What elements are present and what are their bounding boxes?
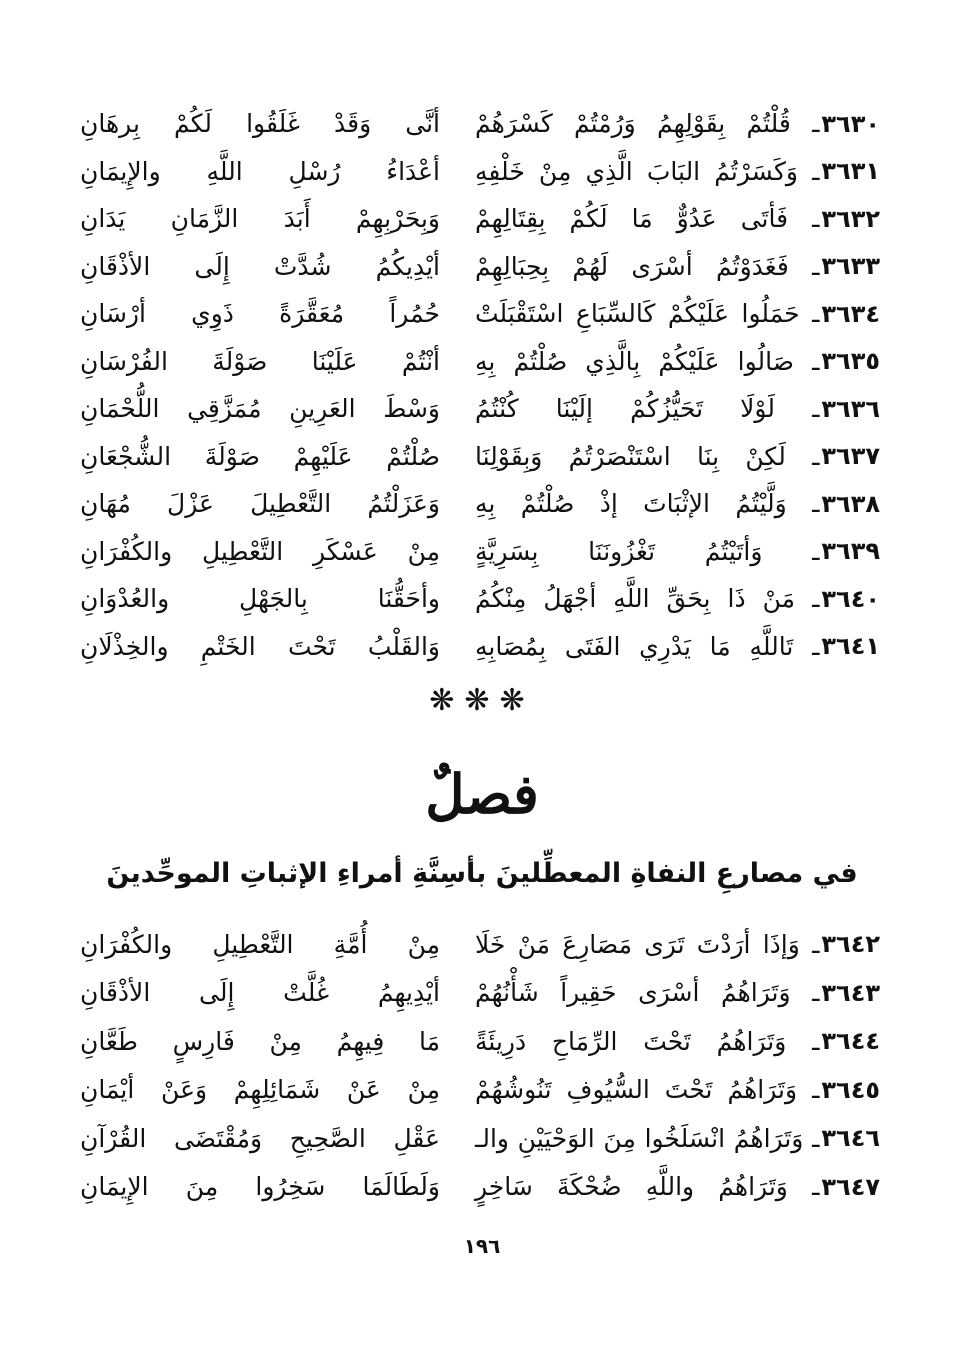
verse-second-hemistich: وَالقَلْبُ تَحْتَ الخَتْمِ والخِذْلَانِ: [80, 631, 440, 661]
verse-number: ٣٦٣٨: [821, 489, 880, 518]
verse-first-hemistich-text: ـ وَإذَا أرَدْتَ تَرَى مَصَارِعَ مَنْ خَلَا: [475, 929, 820, 959]
verse: [80, 1163, 880, 1212]
verse-second-hemistich: مِنْ عَسْكَرِ التَّعْطِيلِ والكُفْرَانِ: [80, 536, 440, 566]
verse: [80, 195, 880, 243]
verse-number: ٣٦٤٦: [821, 1124, 880, 1153]
verse-first-hemistich-text: ـ حَمَلُوا عَلَيْكُمْ كَالسِّبَاعِ اسْتَقْبَلَتْ: [475, 299, 820, 329]
verse: [80, 148, 880, 196]
verse-number: ٣٦٣٦: [821, 394, 880, 423]
verse-first-hemistich: [475, 109, 880, 139]
verse: [80, 623, 880, 671]
verse-number: ٣٦٣٤: [821, 299, 880, 328]
verse-first-hemistich-text: ـ فَأتَى عَدُوٌّ مَا لَكُمْ بِقِتَالِهِمْ: [475, 204, 820, 234]
verse-first-hemistich: [475, 1075, 880, 1105]
verse-second-hemistich: صُلْتُمْ عَلَيْهِمْ صَوْلَةَ الشُّجْعَانِ: [80, 441, 440, 471]
verse-first-hemistich: [475, 441, 880, 471]
verse-first-hemistich-text: ـ فَغَدَوْتُمُ أسْرَى لَهُمْ بِحِبَالِهِمْ: [475, 251, 820, 281]
verse: [80, 385, 880, 433]
section-separator-ornament: ❋❋❋: [429, 683, 535, 718]
verse: [80, 290, 880, 338]
verse: [80, 100, 880, 148]
verse-second-hemistich: مِنْ عَنْ شَمَائِلِهِمْ وَعَنْ أيْمَانِ: [80, 1075, 440, 1105]
page-number: ١٩٦: [463, 1234, 501, 1258]
verse-second-hemistich: عَقْلِ الصَّحِيحِ وَمُقْتَضَى القُرْآنِ: [80, 1123, 440, 1153]
verse-number: ٣٦٣٩: [821, 537, 880, 566]
verse: [80, 575, 880, 623]
verse-number: ٣٦٤٠: [821, 584, 880, 613]
verse-first-hemistich: [475, 584, 880, 614]
verse-first-hemistich: [475, 536, 880, 566]
verse: [80, 338, 880, 386]
verse-number: ٣٦٣١: [821, 157, 880, 186]
verse: [80, 969, 880, 1018]
verse-first-hemistich-text: ـ لَوْلَا تَحَيُّزُكُمْ إلَيْنَا كُنْتُمُ: [475, 394, 820, 424]
verse-first-hemistich: [475, 631, 880, 661]
verse-first-hemistich-text: ـ مَنْ ذَا بِحَقِّ اللَّهِ أجْهَلُ مِنْكُمُ: [475, 584, 820, 614]
verse-second-hemistich: وَبِحَرْبِهِمْ أَبَدَ الزَّمَانِ يَدَانِ: [80, 204, 440, 234]
verse: [80, 433, 880, 481]
verse-first-hemistich: [475, 929, 880, 959]
verse-first-hemistich: [475, 251, 880, 281]
verse-first-hemistich-text: ـ وَأتَيْتُمُ تَغْزُونَنَا بِسَرِيَّةٍ: [475, 536, 820, 566]
verse-first-hemistich: [475, 489, 880, 519]
verse-second-hemistich: وَسْطَ العَرِينِ مُمَزَّقِي اللُّحْمَانِ: [80, 394, 440, 424]
verse-number: ٣٦٤٥: [821, 1075, 880, 1104]
verse-second-hemistich: وَعَزَلْتُمُ التَّعْطِيلَ عَزْلَ مُهَانِ: [80, 489, 440, 519]
verse-first-hemistich-text: ـ لَكِنْ بِنَا اسْتَنْصَرْتُمُ وَبِقَوْلِنَا: [475, 441, 820, 471]
verse: [80, 920, 880, 969]
verse-second-hemistich: وَلَطَالَمَا سَخِرُوا مِنَ الإِيمَانِ: [80, 1172, 440, 1202]
verse-first-hemistich-text: ـ تَاللَّهِ مَا يَدْرِي الفَتَى بِمُصَابِهِ: [475, 631, 820, 661]
verse: [80, 480, 880, 528]
verse-second-hemistich: أعْدَاءُ رُسْلِ اللَّهِ والإِيمَانِ: [80, 156, 440, 186]
verse-block-top: [80, 100, 880, 670]
verse-first-hemistich: [475, 394, 880, 424]
verse-first-hemistich: [475, 1026, 880, 1056]
verse-second-hemistich: أيْدِيكُمُ شُدَّتْ إِلَى الأذْقَانِ: [80, 251, 440, 281]
verse-second-hemistich: مِنْ أُمَّةِ التَّعْطِيلِ والكُفْرَانِ: [80, 929, 440, 959]
verse: [80, 1017, 880, 1066]
verse-number: ٣٦٣٥: [821, 347, 880, 376]
verse-first-hemistich-text: ـ وَتَرَاهُمُ تَحْتَ السُّيُوفِ تَنُوشُهُمْ: [475, 1075, 820, 1105]
verse-second-hemistich: وأحَقُّنَا بِالجَهْلِ والعُدْوَانِ: [80, 584, 440, 614]
verse-first-hemistich-text: ـ وَتَرَاهُمُ انْسَلَخُوا مِنَ الوَحْيَيْنِ والـ: [475, 1123, 820, 1153]
verse-second-hemistich: أنْتُمْ عَلَيْنَا صَوْلَةَ الفُرْسَانِ: [80, 346, 440, 376]
verse-number: ٣٦٤٤: [821, 1027, 880, 1056]
verse-first-hemistich: [475, 978, 880, 1008]
verse-first-hemistich-text: ـ وَلَّيْتُمُ الإثْبَاتَ إذْ صُلْتُمْ بِهِ: [475, 489, 820, 519]
verse: [80, 1114, 880, 1163]
verse: [80, 1066, 880, 1115]
verse-first-hemistich-text: ـ وَتَرَاهُمُ أسْرَى حَقِيراً شَأْنُهُمْ: [475, 978, 820, 1008]
verse: [80, 528, 880, 576]
verse-first-hemistich-text: ـ وَتَرَاهُمُ تَحْتَ الرِّمَاحِ دَرِيئَةً: [475, 1026, 820, 1056]
verse-first-hemistich-text: ـ وَكَسَرْتُمُ البَابَ الَّذِي مِنْ خَلْفِهِ: [475, 156, 820, 186]
verse-second-hemistich: أيْدِيهِمُ غُلَّتْ إِلَى الأذْقَانِ: [80, 978, 440, 1008]
verse-first-hemistich-text: ـ وَتَرَاهُمُ واللَّهِ ضُحْكَةَ سَاخِرٍ: [475, 1172, 820, 1202]
verse-number: ٣٦٣٧: [821, 442, 880, 471]
verse-first-hemistich: [475, 299, 880, 329]
verse-first-hemistich-text: ـ قُلْتُمْ بِقَوْلِهِمُ وَرُمْتُمْ كَسْرَهُمْ: [475, 109, 820, 139]
verse-number: ٣٦٤٧: [821, 1172, 880, 1201]
verse-first-hemistich-text: ـ صَالُوا عَلَيْكُمْ بِالَّذِي صُلْتُمْ بِهِ: [475, 346, 820, 376]
section-title: في مصارعِ النفاةِ المعطِّلينَ بأسِنَّةِ أمراءِ الإثباتِ الموحِّدينَ: [106, 858, 858, 889]
verse-number: ٣٦٣٠: [821, 109, 880, 138]
verse-first-hemistich: [475, 204, 880, 234]
verse-second-hemistich: حُمُراً مُعَقَّرَةً ذَوِي أرْسَانِ: [80, 299, 440, 329]
verse-first-hemistich: [475, 156, 880, 186]
verse-first-hemistich: [475, 1123, 880, 1153]
verse-number: ٣٦٤٣: [821, 978, 880, 1007]
verse-number: ٣٦٤١: [821, 632, 880, 661]
verse-second-hemistich: أنَّى وَقَدْ غَلَقُوا لَكُمْ بِرهَانِ: [80, 109, 440, 139]
verse-first-hemistich: [475, 346, 880, 376]
verse-number: ٣٦٣٢: [821, 204, 880, 233]
verse-block-bottom: [80, 920, 880, 1211]
verse-first-hemistich: [475, 1172, 880, 1202]
verse-number: ٣٦٣٣: [821, 252, 880, 281]
section-heading-word: فصلٌ: [425, 762, 539, 826]
verse-number: ٣٦٤٢: [821, 930, 880, 959]
verse: [80, 243, 880, 291]
verse-second-hemistich: مَا فِيهِمُ مِنْ فَارِسٍ طَعَّانِ: [80, 1026, 440, 1056]
